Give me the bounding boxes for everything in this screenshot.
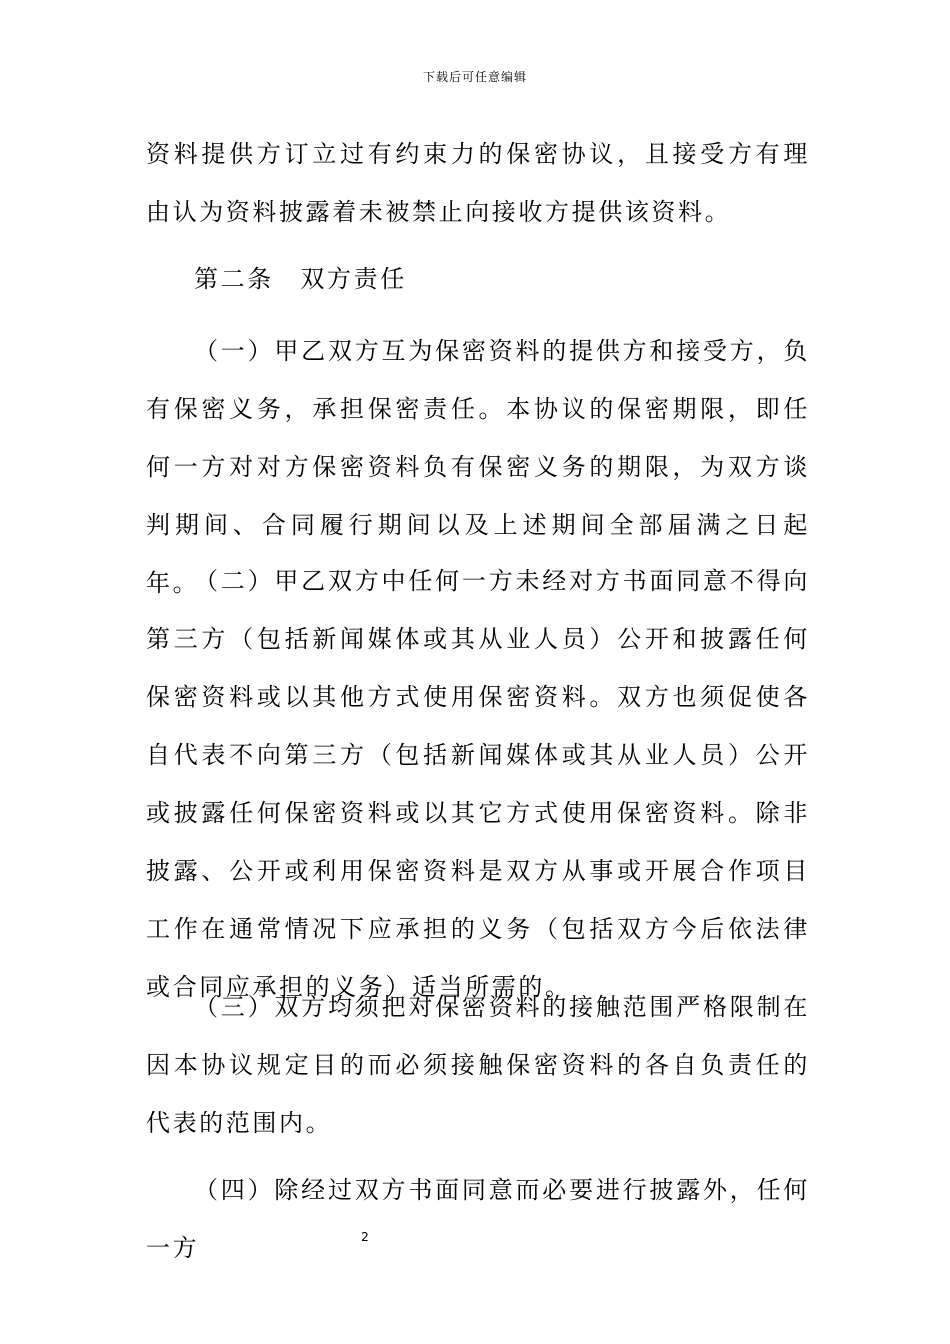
page-number: 2	[361, 1230, 369, 1244]
article-heading: 第二条 双方责任	[194, 265, 407, 293]
clause-2: （二）甲乙双方中任何一方未经对方书面同意不得向第三方（包括新闻媒体或其从业人员）公开和披露任何保密资料或以其他方式使用保密资料。双方也须促使各自代表不向第三方（包括新闻媒体或其从业人员）公开或披露任何保密资料或以其它方式使用保密资料。除非披露、公开或利用保密资料是双方从事或开展合作项目工作在通常情况下应承担的义务（包括双方今后依法律或合同应承担的义务）适当所需的。	[146, 567, 810, 1001]
paragraph-continuation: 资料提供方订立过有约束力的保密协议，且接受方有理由认为资料披露着未被禁止向接收方提供该资料。	[146, 140, 810, 226]
clause-1: （一）甲乙双方互为保密资料的提供方和接受方，负有保密义务，承担保密责任。本协议的保密期限，即任何一方对对方保密资料负有保密义务的期限，为双方谈判期间、合同履行期间以及上述期间全部届满之日起 年。	[146, 337, 890, 597]
page-header: 下载后可任意编辑	[422, 70, 527, 84]
clause-3: （三）双方均须把对保密资料的接触范围严格限制在因本协议规定目的而必须接触保密资料的各自负责任的代表的范围内。	[146, 993, 810, 1137]
clause-4: （四）除经过双方书面同意而必要进行披露外，任何一方	[146, 1176, 810, 1262]
